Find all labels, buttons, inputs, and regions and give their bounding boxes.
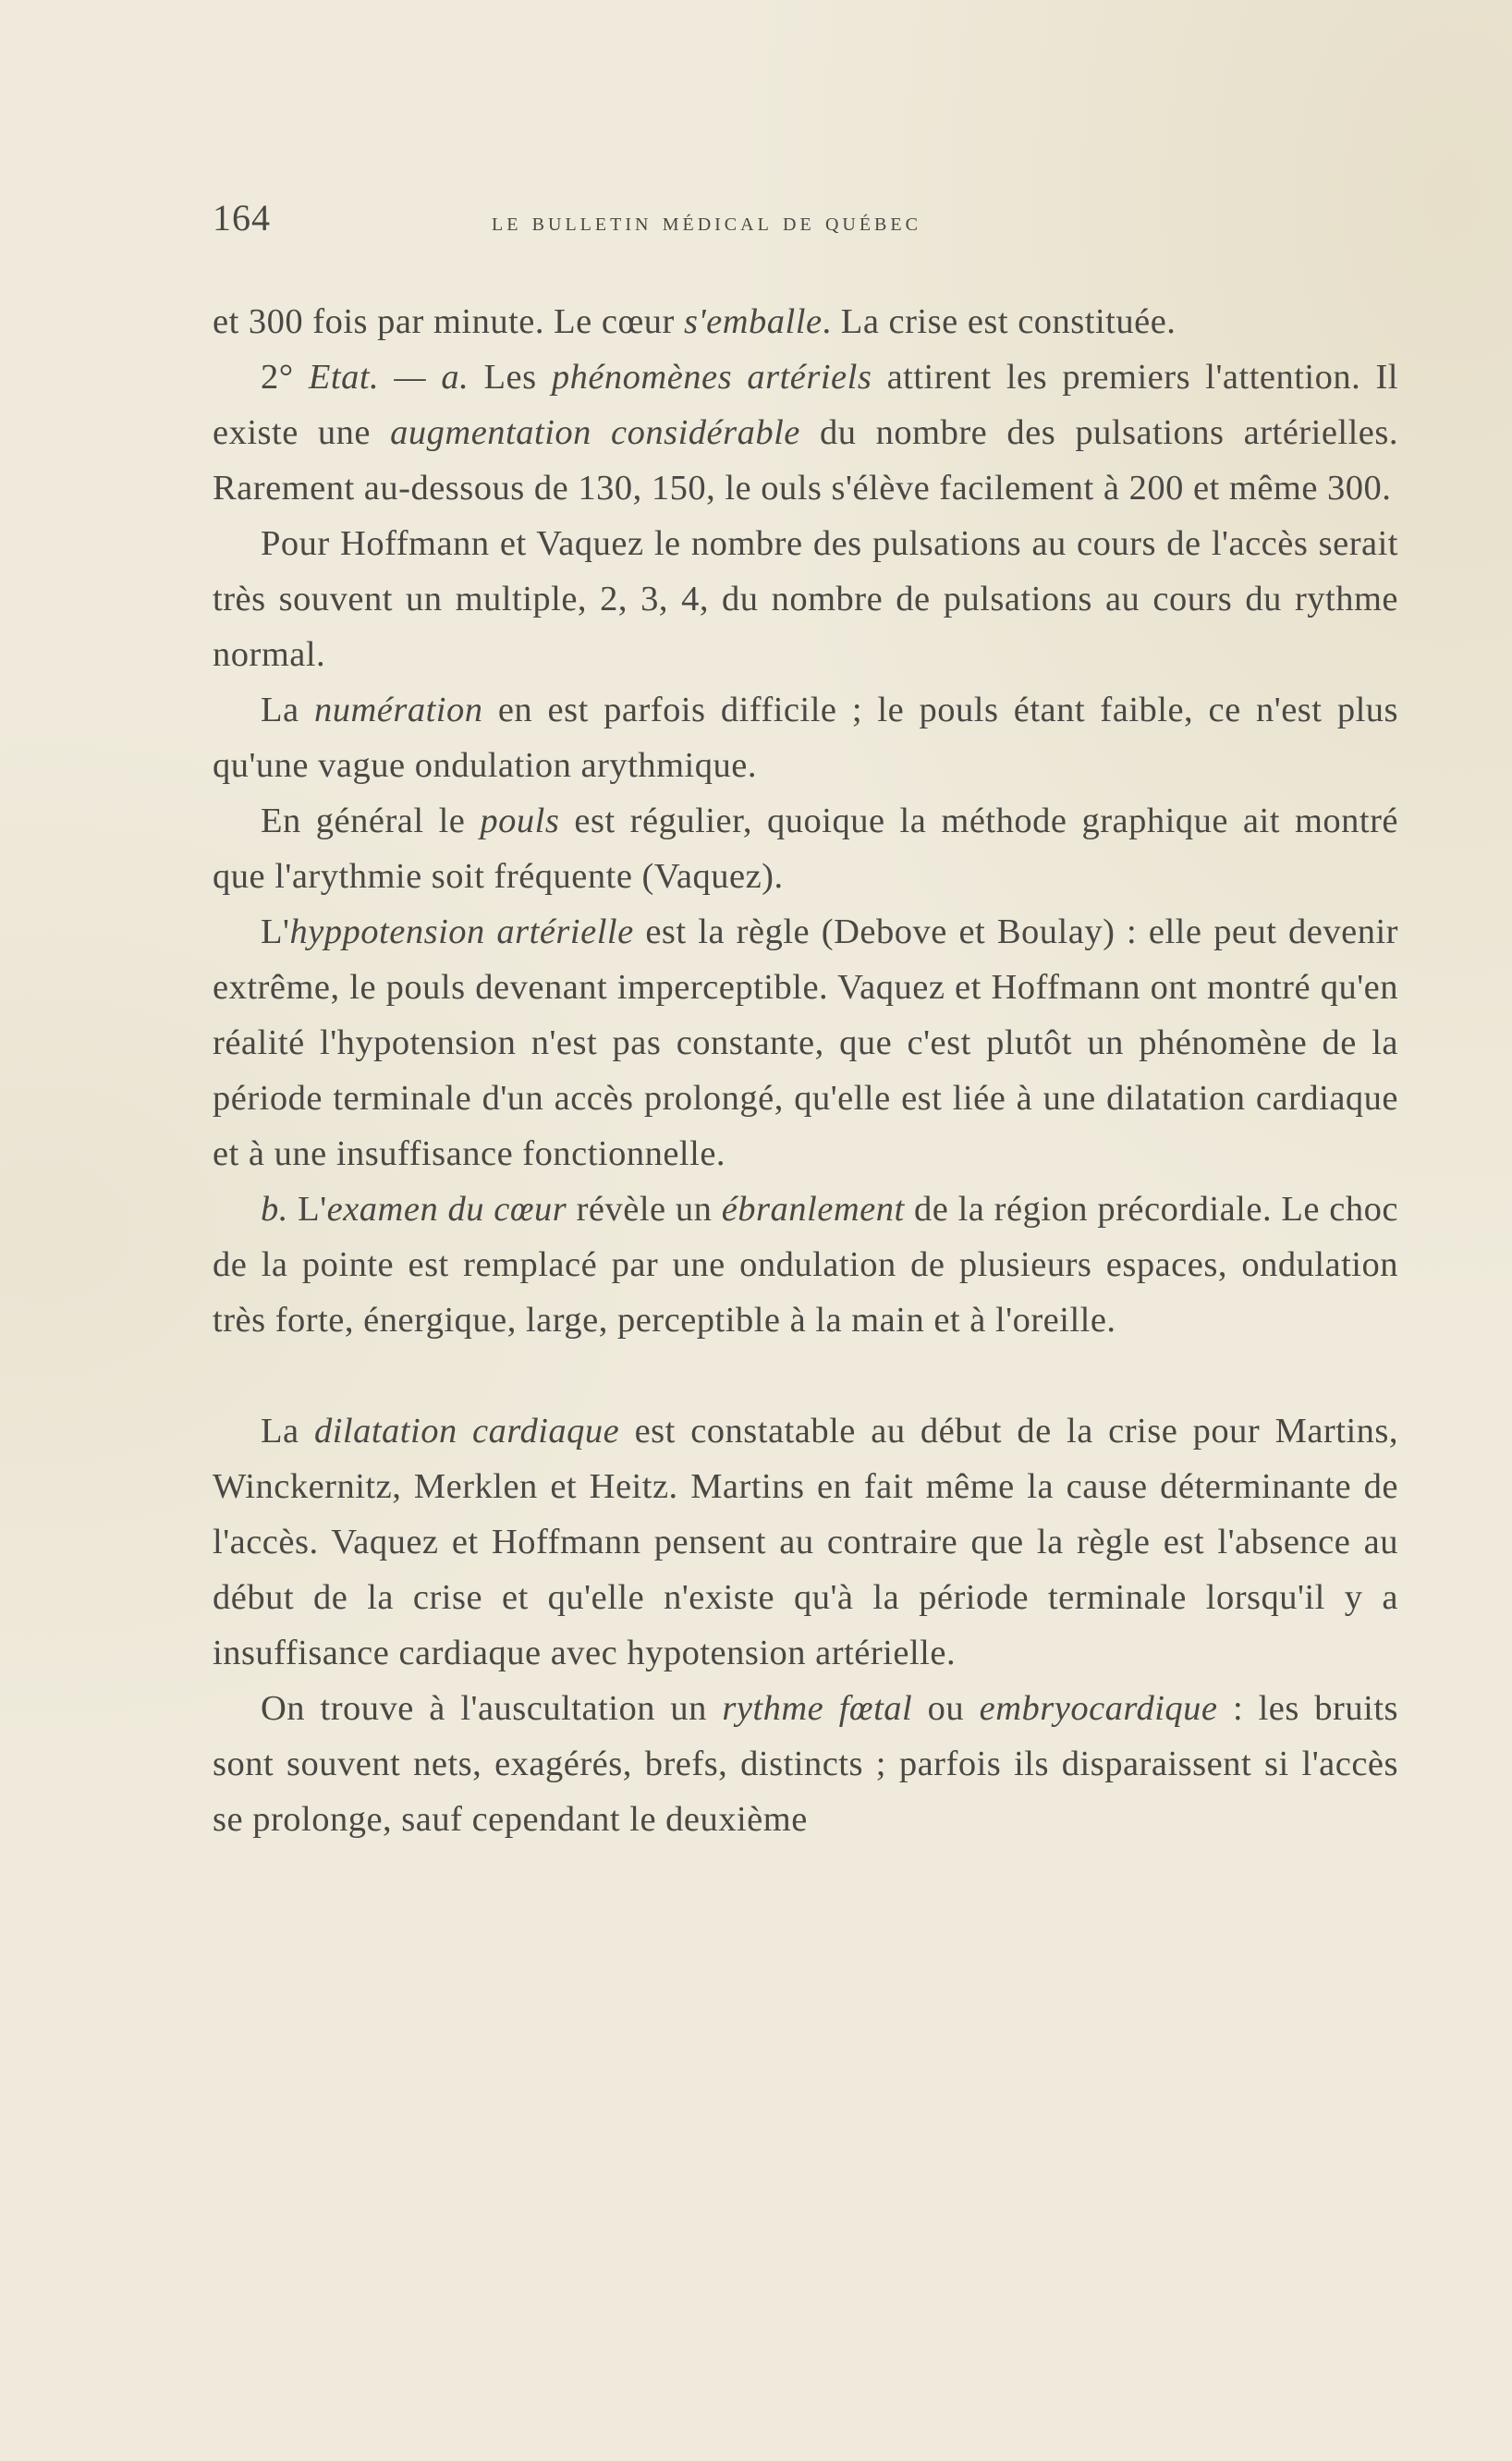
page-header	[213, 196, 1118, 251]
text-run: et 300 fois par minute. Le cœur	[213, 302, 684, 341]
italic-run: Etat. — a.	[308, 358, 469, 397]
text-run: révèle un	[567, 1190, 722, 1229]
italic-run: b.	[261, 1190, 288, 1229]
italic-run: pouls	[480, 802, 560, 840]
paragraph-2	[213, 349, 1398, 516]
text-run: 2°	[261, 358, 309, 397]
text-run: du nombre des pulsations artérielles. Rarement au-dessous de 130, 150, le ouls s'élève facilement à 200 et même 300.	[213, 413, 1398, 508]
paragraph-5	[213, 793, 1398, 904]
italic-run: ébranlement	[721, 1190, 905, 1229]
text-run: L'	[261, 912, 290, 951]
text-run: de la région précordiale. Le choc de la pointe est remplacé par une ondulation de plusieurs espaces, ondulation très forte, énergique, large, perceptible à la main et à l'oreille.	[213, 1190, 1398, 1340]
paragraph-4	[213, 682, 1398, 793]
text-run: ou	[912, 1689, 980, 1728]
text-run: Les	[469, 358, 552, 397]
italic-run: augmentation considérable	[390, 413, 800, 452]
italic-run: rythme fœtal	[722, 1689, 913, 1728]
italic-run: embryocardique	[979, 1689, 1218, 1728]
text-run: Pour Hoffmann et Vaquez le nombre des pulsations au cours de l'accès serait très souvent un multiple, 2, 3, 4, du nombre de pulsations au cours du rythme normal.	[213, 524, 1398, 674]
text-run: attirent les premiers l'attention. Il existe une	[213, 358, 1399, 452]
text-run: . La crise est constituée.	[822, 302, 1177, 341]
italic-run: s'emballe	[683, 302, 823, 341]
italic-run: numération	[313, 691, 483, 729]
paragraph-7	[213, 1182, 1398, 1348]
italic-run: phénomènes artériels	[551, 358, 872, 397]
text-run: est constatable au début de la crise pour Martins, Winckernitz, Merklen et Heitz. Martins en fait même la cause déterminante de l'accès. Vaquez et Hoffmann pensent au contraire que la règle est l'absence au début de la crise et qu'elle n'existe qu'à la période terminale lorsqu'il y a insuffisance cardiaque avec hypotension artérielle.	[213, 1412, 1398, 1672]
italic-run: examen du cœur	[326, 1190, 567, 1229]
running-title: le bulletin médical de québec	[492, 207, 921, 237]
text-run: La	[261, 1412, 314, 1451]
text-run: En général le	[261, 802, 481, 840]
italic-run: dilatation cardiaque	[313, 1412, 620, 1451]
italic-run: hyppotension artérielle	[289, 912, 634, 951]
body-text	[213, 294, 1398, 1847]
text-run: On trouve à l'auscultation un	[261, 1689, 723, 1728]
text-run: La	[261, 691, 314, 729]
paragraph-6	[213, 904, 1398, 1182]
paragraph-1	[213, 294, 1398, 349]
text-run: est régulier, quoique la méthode graphique ait montré que l'arythmie soit fréquente (Vaquez).	[213, 802, 1398, 896]
page-number: 164	[213, 197, 271, 239]
paragraph-8	[213, 1403, 1398, 1681]
text-run: en est parfois difficile ; le pouls étant faible, ce n'est plus qu'une vague ondulation arythmique.	[213, 691, 1399, 785]
text-run: L'	[287, 1190, 327, 1229]
text-run: est la règle (Debove et Boulay) : elle peut devenir extrême, le pouls devenant imperceptible. Vaquez et Hoffmann ont montré qu'en réalité l'hypotension n'est pas constante, que c'est plutôt un phénomène de la période terminale d'un accès prolongé, qu'elle est liée à une dilatation cardiaque et à une insuffisance fonctionnelle.	[213, 912, 1398, 1173]
paragraph-9	[213, 1681, 1398, 1847]
paragraph-3	[213, 516, 1398, 682]
text-run: : les bruits sont souvent nets, exagérés, brefs, distincts ; parfois ils disparaissent si l'accès se prolonge, sauf cependant le deuxième	[213, 1689, 1398, 1839]
